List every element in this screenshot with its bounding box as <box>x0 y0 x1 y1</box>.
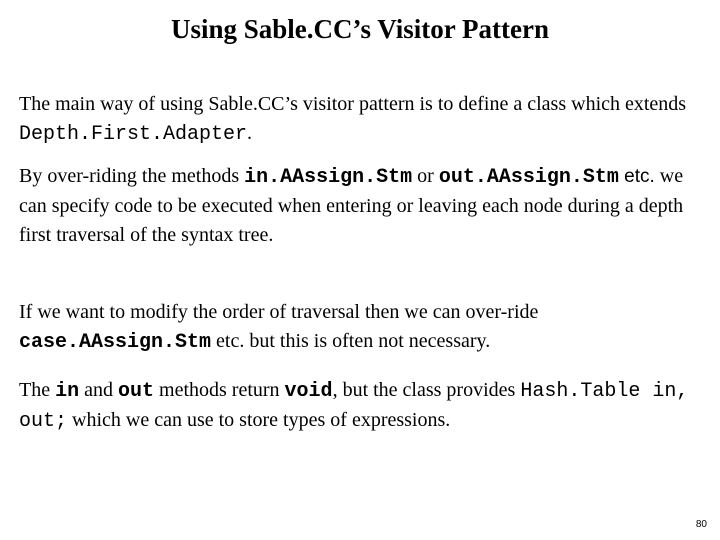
paragraph-text: The <box>19 379 56 401</box>
code-inaassignstm: in.AAssign.Stm <box>244 166 413 189</box>
code-out: out <box>118 380 155 403</box>
code-depthfirstadapter: Depth.First.Adapter <box>19 123 248 146</box>
paragraph-text: By over-riding the methods <box>19 165 245 187</box>
paragraph-text: which we can use to store types of expressions. <box>67 409 451 431</box>
code-hashtable: Hash.Table in, out; <box>19 380 689 433</box>
paragraph-text: . <box>247 122 253 144</box>
paragraph-1 <box>19 90 689 149</box>
paragraph-text: The main way of using Sable.CC’s visitor pattern is to define a class which extends <box>19 93 687 115</box>
slide-title: Using Sable.CC’s Visitor Pattern <box>171 14 549 44</box>
paragraph-text: methods return <box>154 379 285 401</box>
code-caseaassignstm: case.AAssign.Stm <box>19 331 212 354</box>
paragraph-text: , but the class provides <box>332 379 521 401</box>
code-void: void <box>284 380 333 403</box>
paragraph-text: or <box>412 165 439 187</box>
paragraph-text: and <box>79 379 118 401</box>
code-in: in <box>55 380 80 403</box>
paragraph-text: etc. but this is often not necessary. <box>211 330 491 352</box>
paragraph-text: If we want to modify the order of traversal then we can over-ride <box>19 301 539 323</box>
paragraph-4 <box>19 376 689 436</box>
paragraph-text: we can specify code to be executed when entering or leaving each node during a depth first traversal of the syntax tree. <box>19 165 684 246</box>
paragraph-3 <box>19 298 689 357</box>
paragraph-2 <box>19 162 689 250</box>
code-outaassignstm: out.AAssign.Stm <box>438 166 619 189</box>
page-number: 80 <box>695 519 707 530</box>
paragraph-text-etc: etc. <box>618 166 655 187</box>
